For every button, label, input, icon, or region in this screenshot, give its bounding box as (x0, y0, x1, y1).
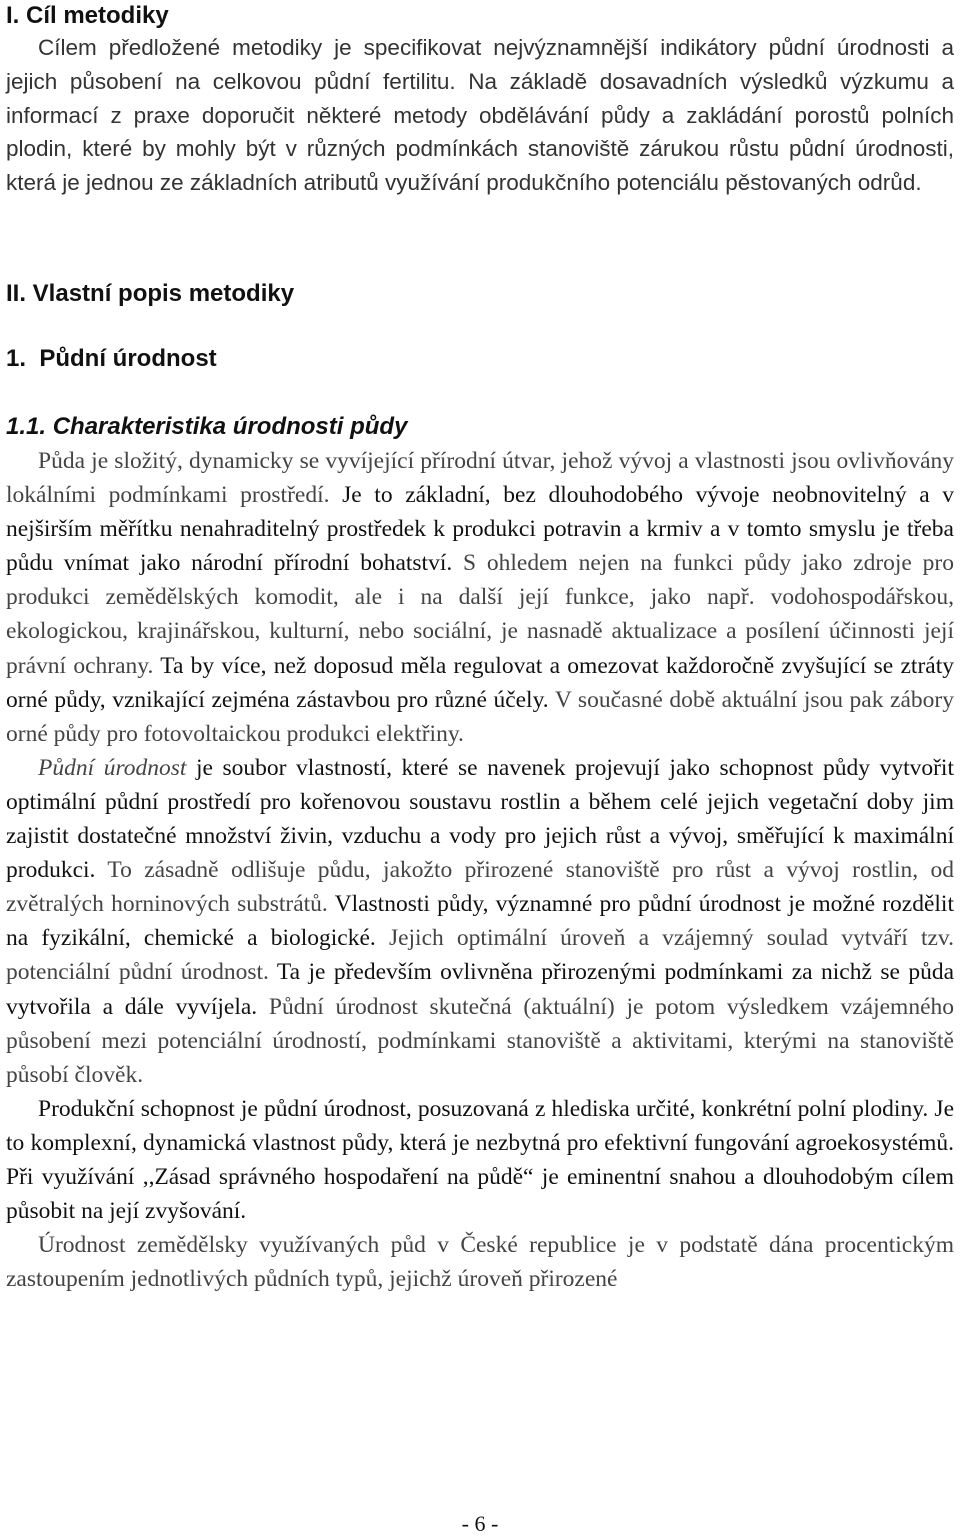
paragraph-soil-definition (6, 444, 954, 751)
paragraph-production-capacity: Produkční schopnost je půdní úrodnost, posuzovaná z hlediska určité, konkrétní polní plodiny. Je to komplexní, dynamická vlastnost půdy, která je nezbytná pro efektivní fungování agroekosystémů. Při využívání ,,Zásad správného hospodaření na půdě“ je eminentní snahou a dlouhodobým cílem působit na její zvyšování. (6, 1095, 954, 1225)
sentence: je soubor vlastností, které se navenek projevují jako schopnost půdy vytvořit optimální půdní prostředí pro kořenovou soustavu rostlin a během celé jejich vegetační doby jim zajistit dostatečné množství živin, vzduchu a vody pro jejich růst a vývoj, směřující k maximální produkci. (6, 754, 954, 884)
sentence: Je to základní, bez dlouhodobého vývoje neobnovitelný a v nejširším měřítku nenahraditelný prostředek k produkci potravin a krmiv a v tomto smyslu je třeba půdu vnímat jako národní přírodní bohatství. (6, 482, 954, 577)
term-italic: Půdní úrodnost (38, 754, 187, 781)
paragraph-fertility-czech: Úrodnost zemědělsky využívaných půd v České republice je v podstatě dána procentickým zastoupením jednotlivých půdních typů, jejichž úroveň přirozené (6, 1232, 954, 1293)
goal-paragraph: Cílem předložené metodiky je specifikovat nejvýznamnější indikátory půdní úrodnosti a jejich působení na celkovou půdní fertilitu. Na základě dosavadních výsledků výzkumu a informací z praxe doporučit některé metody obdělávání půdy a zakládání porostů polních plodin, které by mohly být v různých podmínkách stanoviště zárukou růstu půdní úrodnosti, která je jednou ze základních atributů využívání produkčního potenciálu pěstovaných odrůd. (6, 35, 954, 196)
section-heading-description: II. Vlastní popis metodiky (6, 280, 295, 307)
sentence: Ta je především ovlivněna přirozenými podmínkami za nichž se půda vytvořila a dále vyvíjela. (6, 959, 954, 1020)
sentence: Ta by více, než doposud měla regulovat a omezovat každoročně zvyšující se ztráty orné půdy, vznikající zejména zástavbou pro různé účely. (6, 652, 954, 713)
sentence: Půda je složitý, dynamicky se vyvíjející přírodní útvar, jehož vývoj a vlastnosti jsou ovlivňovány lokálními podmínkami prostředí. (6, 448, 954, 509)
page-number: - 6 - (461, 1511, 499, 1536)
body-text (6, 444, 954, 1296)
sentence: To zásadně odlišuje půdu, jakožto přirozené stanoviště pro růst a vývoj rostlin, od zvětralých horninových substrátů. (6, 857, 955, 918)
subheading-soil-fertility: 1. Půdní úrodnost (6, 345, 217, 372)
sentence: Půdní úrodnost skutečná (aktuální) je potom výsledkem vzájemného působení mezi potenciální úrodností, podmínkami stanoviště a aktivitami, kterými na stanoviště působí člověk. (6, 993, 955, 1088)
sentence: V současné době aktuální jsou pak zábory orné půdy pro fotovoltaickou produkci elektřiny. (6, 686, 954, 747)
sentence: Jejich optimální úroveň a vzájemný soulad vytváří tzv. potenciální půdní úrodnost. (6, 925, 955, 986)
paragraph-fertility-definition (6, 751, 954, 1092)
sentence: S ohledem nejen na funkci půdy jako zdroje pro produkci zemědělských komodit, ale i na další její funkce, jako např. vodohospodářskou, ekologickou, krajinářskou, kulturní, nebo sociální, je nasnadě aktualizace a posílení účinnosti její právní ochrany. (6, 550, 954, 679)
sentence: Vlastnosti půdy, významné pro půdní úrodnost je možné rozdělit na fyzikální, chemické a biologické. (6, 891, 954, 952)
section-heading-goal: I. Cíl metodiky (6, 2, 169, 29)
subsubheading-characteristics: 1.1. Charakteristika úrodnosti půdy (6, 413, 408, 440)
